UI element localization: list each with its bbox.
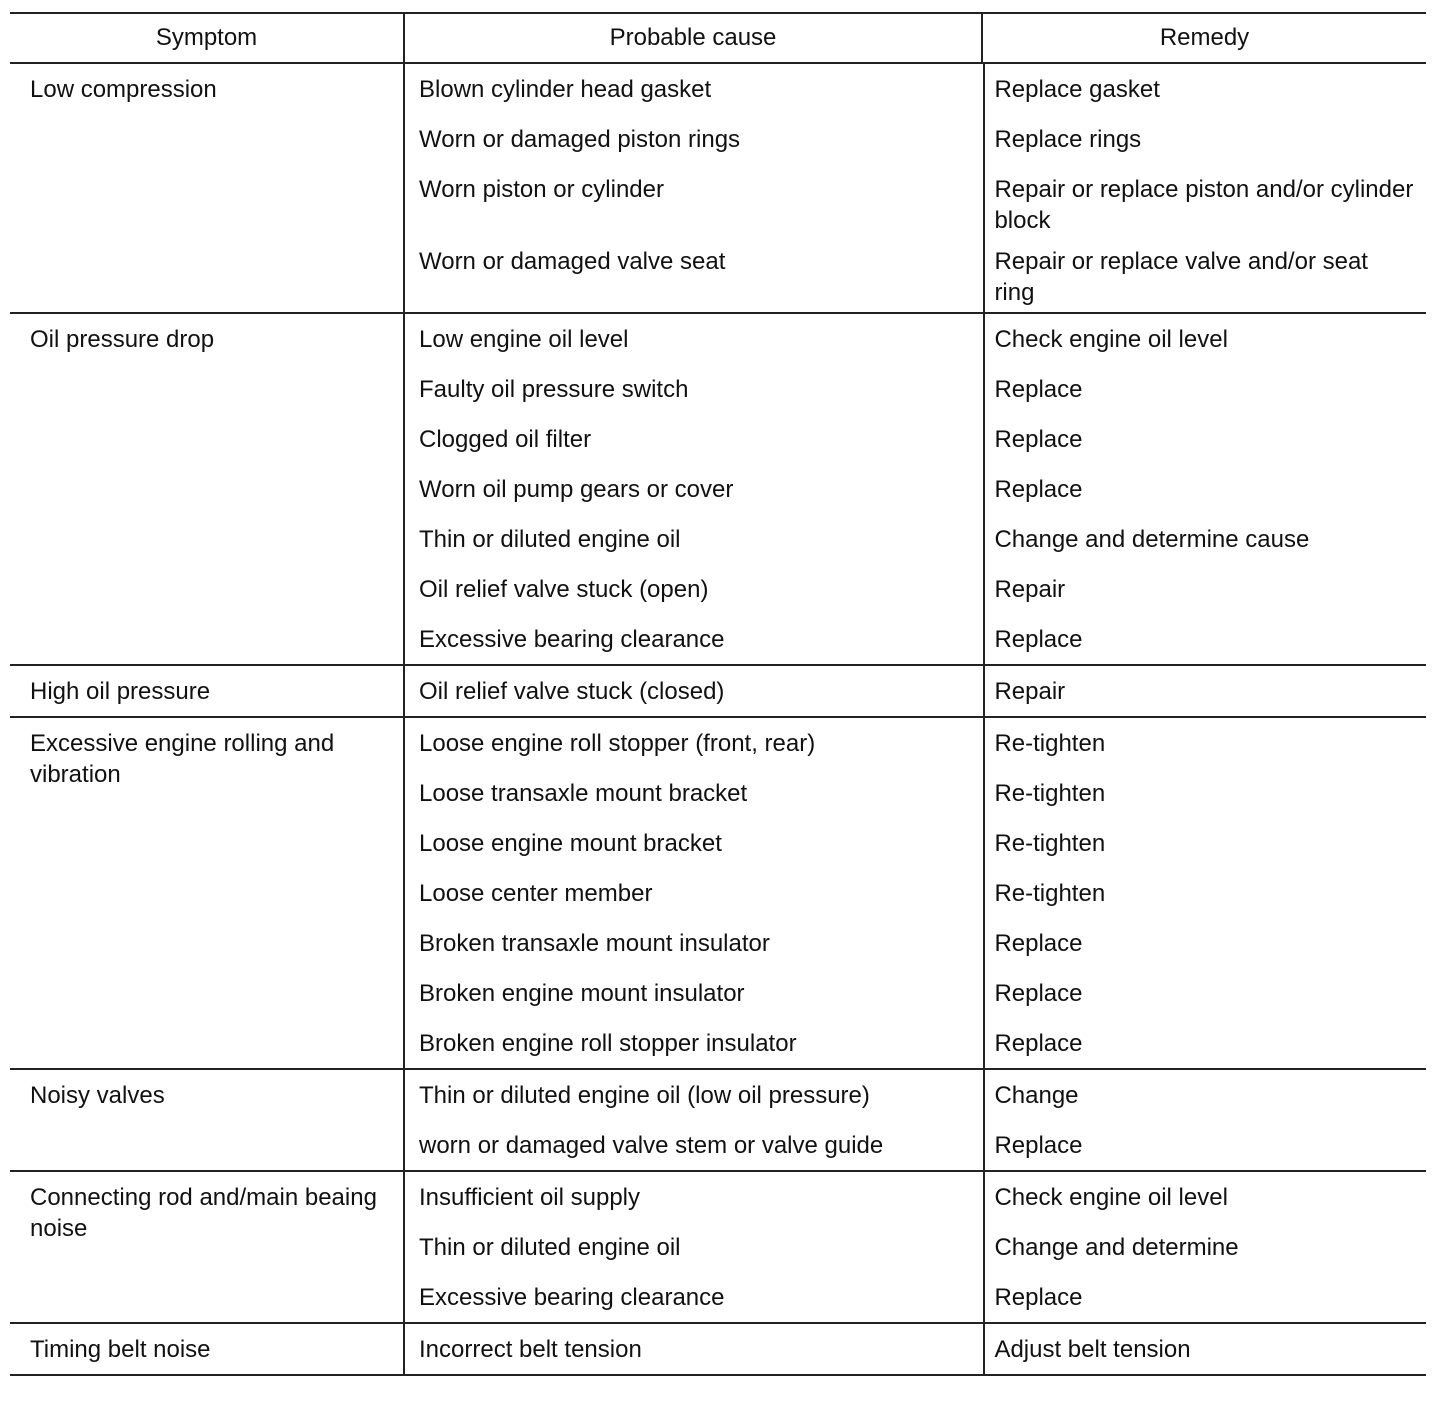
remedy-text: Re-tighten (994, 880, 1106, 907)
probable-cause-text: Worn or damaged piston rings (419, 126, 741, 153)
cause-remedy-cell (404, 63, 1426, 313)
remedy-text: Change (994, 1082, 1079, 1109)
remedy-text: Replace (994, 980, 1083, 1007)
probable-cause-text: Oil relief valve stuck (open) (419, 576, 709, 603)
remedy-text: Replace (994, 1284, 1083, 1311)
table-row (10, 665, 1426, 717)
cause-remedy-pair (405, 564, 1426, 614)
cause-remedy-pair (405, 1324, 1426, 1370)
remedy-text: Replace (994, 426, 1083, 453)
cause-remedy-pair (405, 768, 1426, 818)
symptom-text: Excessive engine rolling and vibration (30, 730, 335, 788)
column-divider (983, 1070, 985, 1170)
symptom-cell (10, 1069, 404, 1171)
remedy-text: Repair (994, 576, 1066, 603)
cause-remedy-pair (405, 666, 1426, 712)
cause-remedy-cell (404, 665, 1426, 717)
probable-cause-text: Oil relief valve stuck (closed) (419, 678, 725, 705)
cause-remedy-pair (405, 164, 1426, 236)
probable-cause-text: Loose transaxle mount bracket (419, 780, 748, 807)
column-divider (983, 1324, 985, 1374)
header-probable-cause: Probable cause (404, 13, 982, 63)
table-row (10, 63, 1426, 313)
symptom-cell (10, 63, 404, 313)
probable-cause-text: Insufficient oil supply (419, 1184, 641, 1211)
probable-cause-text: Excessive bearing clearance (419, 626, 725, 653)
column-divider (983, 666, 985, 716)
symptom-cell (10, 717, 404, 1069)
cause-remedy-pair (405, 1120, 1426, 1166)
remedy-text: Repair (994, 678, 1066, 705)
cause-remedy-pair (405, 968, 1426, 1018)
table-row (10, 717, 1426, 1069)
symptom-text: Oil pressure drop (30, 326, 215, 353)
remedy-text: Check engine oil level (994, 1184, 1228, 1211)
cause-remedy-cell (404, 313, 1426, 665)
cause-remedy-pair (405, 918, 1426, 968)
remedy-text: Replace rings (994, 126, 1142, 153)
table-row (10, 1171, 1426, 1323)
probable-cause-text: Blown cylinder head gasket (419, 76, 712, 103)
symptom-text: Low compression (30, 76, 217, 103)
cause-remedy-pair (405, 364, 1426, 414)
symptom-cell (10, 1323, 404, 1375)
cause-remedy-pair (405, 236, 1426, 308)
probable-cause-text: Thin or diluted engine oil (419, 526, 681, 553)
cause-remedy-pair (405, 1172, 1426, 1222)
cause-remedy-pair (405, 718, 1426, 768)
symptom-text: Noisy valves (30, 1082, 165, 1109)
header-remedy: Remedy (982, 13, 1426, 63)
remedy-text: Replace (994, 1030, 1083, 1057)
header-symptom: Symptom (10, 13, 404, 63)
column-divider (983, 64, 985, 312)
probable-cause-text: Faulty oil pressure switch (419, 376, 689, 403)
table-body (10, 63, 1426, 1375)
remedy-text: Re-tighten (994, 730, 1106, 757)
cause-remedy-cell (404, 1171, 1426, 1323)
cause-remedy-pair (405, 1018, 1426, 1064)
cause-remedy-pair (405, 464, 1426, 514)
probable-cause-text: Worn or damaged valve seat (419, 248, 726, 275)
remedy-text: Replace (994, 476, 1083, 503)
remedy-text: Change and determine (994, 1234, 1239, 1261)
probable-cause-text: Broken transaxle mount insulator (419, 930, 770, 957)
troubleshooting-table (10, 12, 1426, 1376)
symptom-text: Connecting rod and/main beaing noise (30, 1184, 377, 1242)
probable-cause-text: worn or damaged valve stem or valve guide (419, 1132, 884, 1159)
remedy-text: Replace (994, 626, 1083, 653)
remedy-text: Check engine oil level (994, 326, 1228, 353)
remedy-text: Repair or replace valve and/or seat ring (994, 248, 1368, 306)
probable-cause-text: Broken engine roll stopper insulator (419, 1030, 797, 1057)
probable-cause-text: Loose engine mount bracket (419, 830, 722, 857)
remedy-text: Re-tighten (994, 780, 1106, 807)
cause-remedy-pair (405, 414, 1426, 464)
probable-cause-text: Broken engine mount insulator (419, 980, 745, 1007)
symptom-cell (10, 313, 404, 665)
table-row (10, 1323, 1426, 1375)
remedy-text: Re-tighten (994, 830, 1106, 857)
cause-remedy-pair (405, 314, 1426, 364)
cause-remedy-cell (404, 1323, 1426, 1375)
probable-cause-text: Loose center member (419, 880, 653, 907)
probable-cause-text: Incorrect belt tension (419, 1336, 642, 1363)
remedy-text: Replace (994, 1132, 1083, 1159)
remedy-text: Change and determine cause (994, 526, 1310, 553)
probable-cause-text: Thin or diluted engine oil (419, 1234, 681, 1261)
remedy-text: Replace (994, 376, 1083, 403)
symptom-cell (10, 665, 404, 717)
column-divider (983, 314, 985, 664)
remedy-text: Adjust belt tension (994, 1336, 1191, 1363)
cause-remedy-pair (405, 1272, 1426, 1318)
header-row (10, 13, 1426, 63)
probable-cause-text: Worn piston or cylinder (419, 176, 664, 203)
cause-remedy-pair (405, 1222, 1426, 1272)
cause-remedy-pair (405, 818, 1426, 868)
remedy-text: Repair or replace piston and/or cylinder block (994, 176, 1414, 234)
remedy-text: Replace gasket (994, 76, 1160, 103)
cause-remedy-pair (405, 514, 1426, 564)
remedy-text: Replace (994, 930, 1083, 957)
cause-remedy-cell (404, 1069, 1426, 1171)
probable-cause-text: Thin or diluted engine oil (low oil pressure) (419, 1082, 870, 1109)
symptom-text: Timing belt noise (30, 1336, 211, 1363)
probable-cause-text: Worn oil pump gears or cover (419, 476, 734, 503)
table-row (10, 1069, 1426, 1171)
cause-remedy-cell (404, 717, 1426, 1069)
probable-cause-text: Clogged oil filter (419, 426, 592, 453)
cause-remedy-pair (405, 614, 1426, 660)
probable-cause-text: Loose engine roll stopper (front, rear) (419, 730, 816, 757)
cause-remedy-pair (405, 1070, 1426, 1120)
cause-remedy-pair (405, 868, 1426, 918)
column-divider (983, 1172, 985, 1322)
symptom-cell (10, 1171, 404, 1323)
cause-remedy-pair (405, 114, 1426, 164)
symptom-text: High oil pressure (30, 678, 211, 705)
probable-cause-text: Excessive bearing clearance (419, 1284, 725, 1311)
cause-remedy-pair (405, 64, 1426, 114)
table-row (10, 313, 1426, 665)
probable-cause-text: Low engine oil level (419, 326, 629, 353)
column-divider (983, 718, 985, 1068)
